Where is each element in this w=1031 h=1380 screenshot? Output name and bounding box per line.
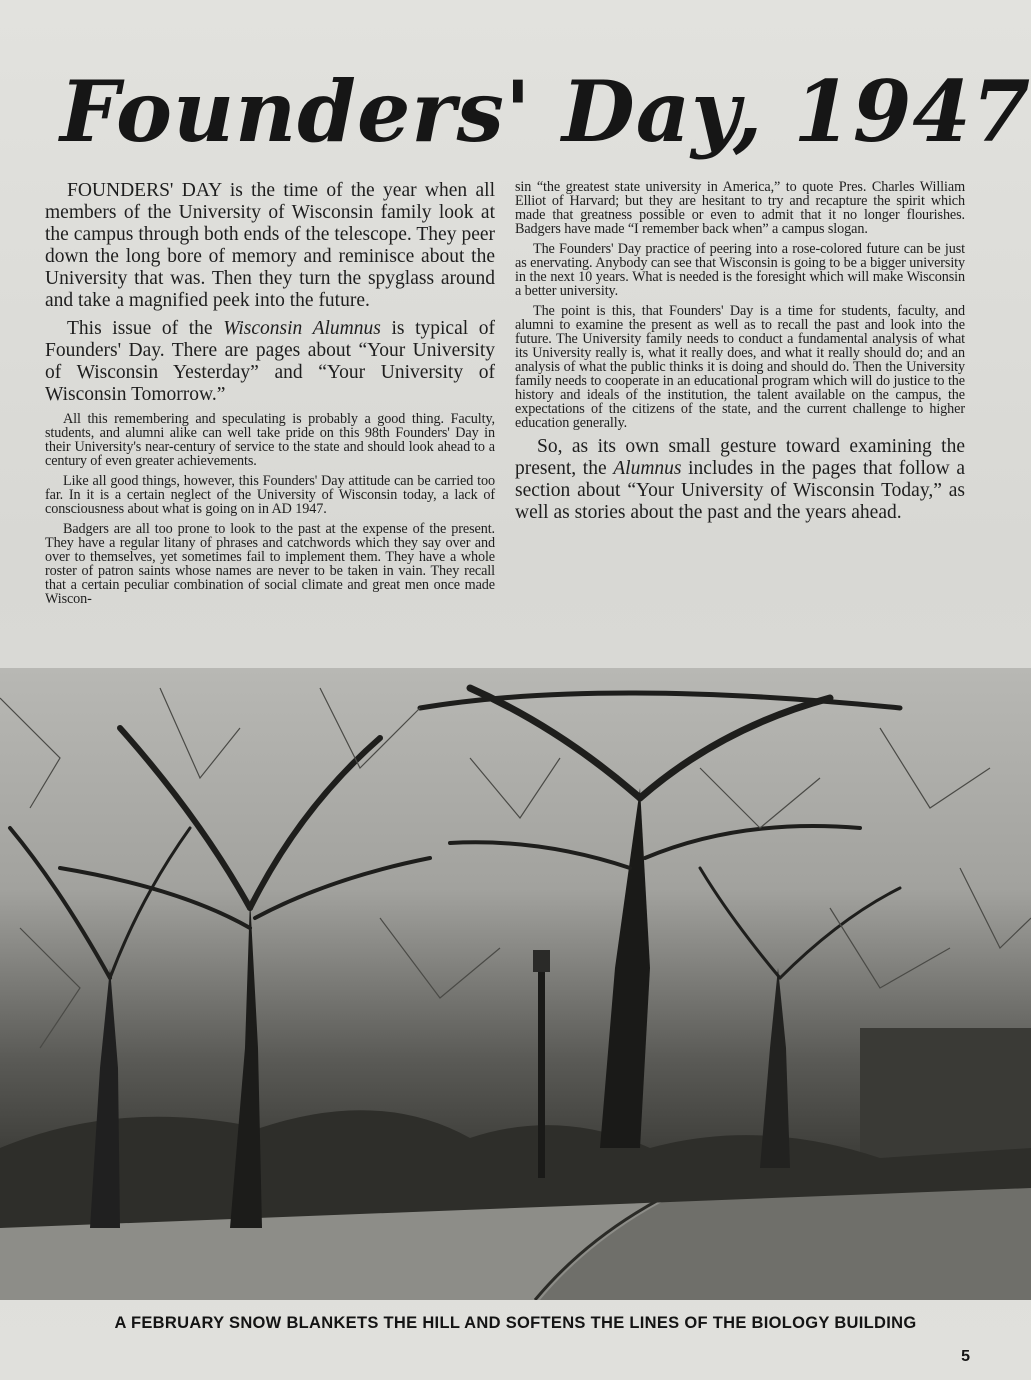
paragraph-badgers: Badgers are all too prone to look to the past at the expense of the present. They have a regular litany of phrases and catchwords which they say over and over to themselves, yet sometimes fail to implement them. They have a whole roster of patron saints whose names are never to be taken in vain. They recall that a certain peculiar combination of social climate and great men once made Wiscon- [45, 521, 495, 607]
photo-illustration [0, 668, 1031, 1300]
paragraph-issue-start: This issue of the [67, 318, 224, 339]
paragraph-gesture-end: includes in the pages that follow a section about “Your University of Wisconsin Today,” as well as stories about the past and the years ahead. [515, 458, 965, 523]
paragraph-intro: FOUNDERS' DAY is the time of the year when all members of the University of Wisconsin family look at the campus through both ends of the telescope. They peer down the long bore of memory and reminisce about the University that was. Then they turn the spyglass around and take a magnified peek into the future. [45, 180, 495, 311]
paragraph-attitude: Like all good things, however, this Founders' Day attitude can be carried too far. In it is a certain neglect of the University of Wisconsin today, a lack of consciousness about what is going on in AD 1947. [45, 473, 495, 517]
paragraph-issue-end: is typical of Founders' Day. There are pages about “Your University of Wisconsin Yesterday” and “Your University of Wisconsin Tomorrow.” [45, 318, 495, 405]
page-title: Founders' Day, 1947 [60, 62, 1031, 161]
alumnus-name: Alumnus [613, 458, 682, 479]
paragraph-greatest: sin “the greatest state university in America,” to quote Pres. Charles William Elliot of Harvard; but they are hesitant to try and recapture the spirit which made that greatness possible or even to admit that it no longer flourishes. Badgers have made “I remember back when” a campus slogan. [515, 179, 965, 237]
snow-campus-photo [0, 668, 1031, 1300]
paragraph-gesture-start: So, as its own small gesture toward examining the present, the [515, 436, 965, 479]
paragraph-future: The Founders' Day practice of peering into a rose-colored future can be just as enervating. Anybody can see that Wisconsin is going to be a bigger university in the next 10 years. What is needed is the foresight which will make Wisconsin a better university. [515, 241, 965, 299]
magazine-name: Wisconsin Alumnus [223, 318, 381, 339]
right-column [515, 180, 965, 530]
paragraph-remembering: All this remembering and speculating is probably a good thing. Faculty, students, and alumni alike can well take pride on this 98th Founders' Day in their University's near-century of service to the state and should look ahead to a century of even greater achievements. [45, 411, 495, 469]
photo-caption: A FEBRUARY SNOW BLANKETS THE HILL AND SOFTENS THE LINES OF THE BIOLOGY BUILDING [114, 1314, 917, 1332]
paragraph-issue [45, 318, 495, 406]
paragraph-gesture [515, 436, 965, 524]
paragraph-point: The point is this, that Founders' Day is a time for students, faculty, and alumni to examine the present as well as to recall the past and look into the future. The University family needs to conduct a fundamental analysis of what its University really is, what it really does, and what it really should do; and an analysis of what the public thinks it is doing and should do. Then the University family needs to cooperate in an educational program which will do justice to the history and ideals of the institution, the talent available on the campus, the expectations of the citizens of the state, and the current challenge to higher education generally. [515, 303, 965, 431]
page-number: 5 [961, 1348, 970, 1365]
left-column [45, 180, 495, 612]
